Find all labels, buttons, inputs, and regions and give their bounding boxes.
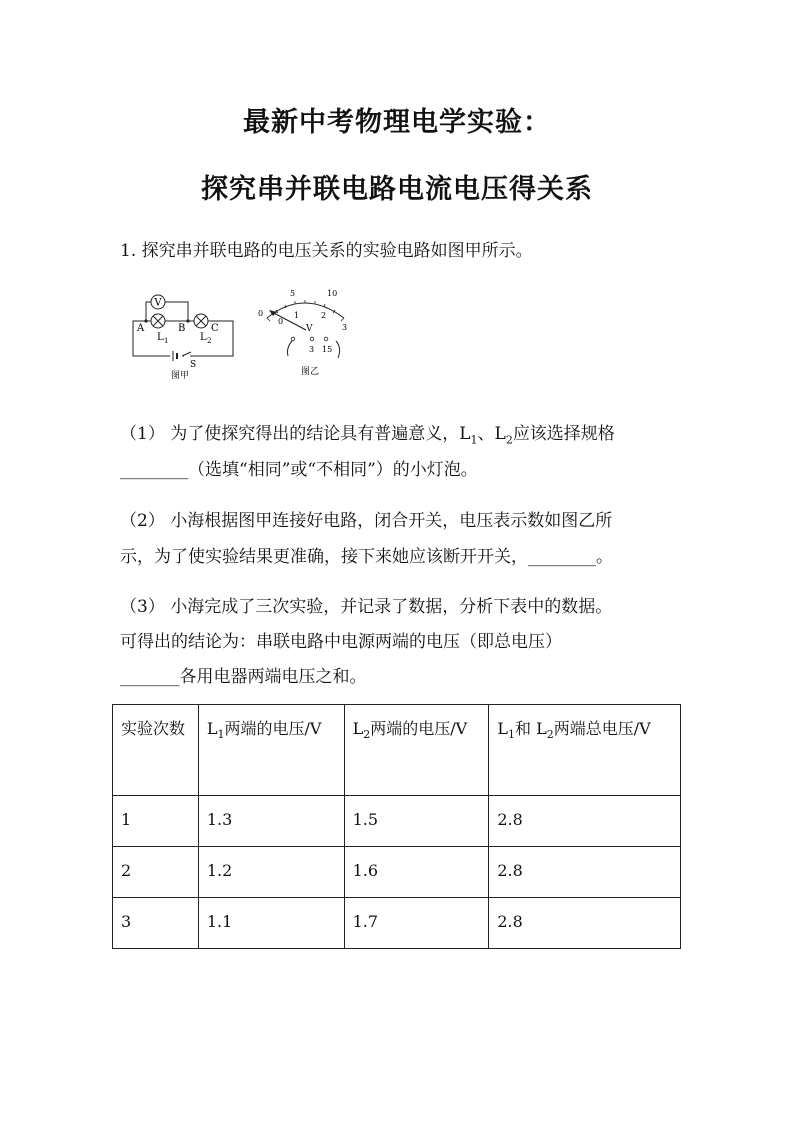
title-line-2: 探究串并联电路电流电压得关系 — [201, 174, 593, 205]
part-2-line-2: 示，为了使实验结果更准确，接下来她应该断开开关，________。 — [120, 547, 613, 567]
table-header-row — [113, 705, 681, 796]
header-total-voltage: $L_1$和 $L_2$两端总电压/V — [489, 705, 681, 796]
cell-u2: 1.6 — [344, 847, 489, 898]
part-3-line-1: （3） 小海完成了三次实验，并记录了数据，分析下表中的数据。 — [120, 597, 613, 617]
lamp-l2-label: L — [200, 332, 207, 343]
terminal-15-label: 15 — [322, 345, 333, 354]
table-row — [113, 796, 681, 847]
cell-u1: 1.1 — [198, 898, 344, 949]
dial-outer-tick-5: 5 — [290, 289, 296, 298]
part-3-line-2: 可得出的结论为：串联电路中电源两端的电压（即总电压） — [120, 632, 562, 652]
dial-inner-tick-3: 3 — [342, 323, 348, 332]
dial-inner-tick-1: 1 — [294, 311, 300, 320]
figure-yi-caption: 图乙 — [300, 367, 320, 377]
voltmeter-symbol-label: V — [154, 297, 162, 309]
cell-trial: 2 — [113, 847, 199, 898]
lamp-l1-subscript: 1 — [164, 337, 169, 345]
cell-trial: 3 — [113, 898, 199, 949]
part-1-sub-2: 2 — [505, 433, 513, 447]
circuit-diagram-figure-jia — [118, 288, 243, 380]
dial-outer-tick-10: 10 — [327, 289, 338, 298]
voltage-data-table — [112, 704, 681, 949]
cell-u2: 1.5 — [344, 796, 489, 847]
node-a-label: A — [137, 323, 145, 334]
cell-total: 2.8 — [489, 898, 681, 949]
cell-u1: 1.2 — [198, 847, 344, 898]
cell-total: 2.8 — [489, 796, 681, 847]
header-l2-voltage: $L_2$两端的电压/V — [344, 705, 489, 796]
voltmeter-dial-figure-yi — [252, 286, 364, 380]
dial-inner-tick-0: 0 — [278, 317, 284, 326]
header-trial-number: 实验次数 — [113, 705, 199, 796]
table-row — [113, 898, 681, 949]
title-line-1: 最新中考物理电学实验： — [243, 107, 551, 138]
lamp-l2-subscript: 2 — [207, 337, 212, 345]
terminal-3-label: 3 — [309, 345, 315, 354]
header-l1-voltage: $L_1$两端的电压/V — [198, 705, 344, 796]
cell-trial: 1 — [113, 796, 199, 847]
node-c-label: C — [211, 323, 219, 334]
figure-jia-caption: 图甲 — [170, 371, 190, 380]
cell-total: 2.8 — [489, 847, 681, 898]
dial-inner-tick-2: 2 — [321, 311, 327, 320]
node-b-label: B — [178, 323, 186, 334]
dial-outer-tick-0: 0 — [258, 309, 264, 318]
switch-label: S — [190, 360, 197, 370]
table-row — [113, 847, 681, 898]
cell-u2: 1.7 — [344, 898, 489, 949]
part-1-text-a: （1） 为了使探究得出的结论具有普遍意义，L — [120, 424, 471, 444]
part-3-line-3: _______各用电器两端电压之和。 — [120, 667, 367, 687]
part-2-line-1: （2） 小海根据图甲连接好电路，闭合开关，电压表示数如图乙所 — [120, 511, 613, 531]
part-1-text-c: 应该选择规格 — [512, 424, 615, 444]
dial-unit-label: V — [306, 324, 313, 334]
part-1-line-2: ________（选填“相同”或“不相同”）的小灯泡。 — [120, 460, 478, 480]
lamp-l1-label: L — [157, 332, 164, 343]
cell-u1: 1.3 — [198, 796, 344, 847]
part-1-sub-1: 1 — [470, 433, 478, 447]
part-1-text-b: 、L — [477, 424, 506, 444]
question-1-intro: 1. 探究串并联电路的电压关系的实验电路如图甲所示。 — [120, 241, 533, 261]
